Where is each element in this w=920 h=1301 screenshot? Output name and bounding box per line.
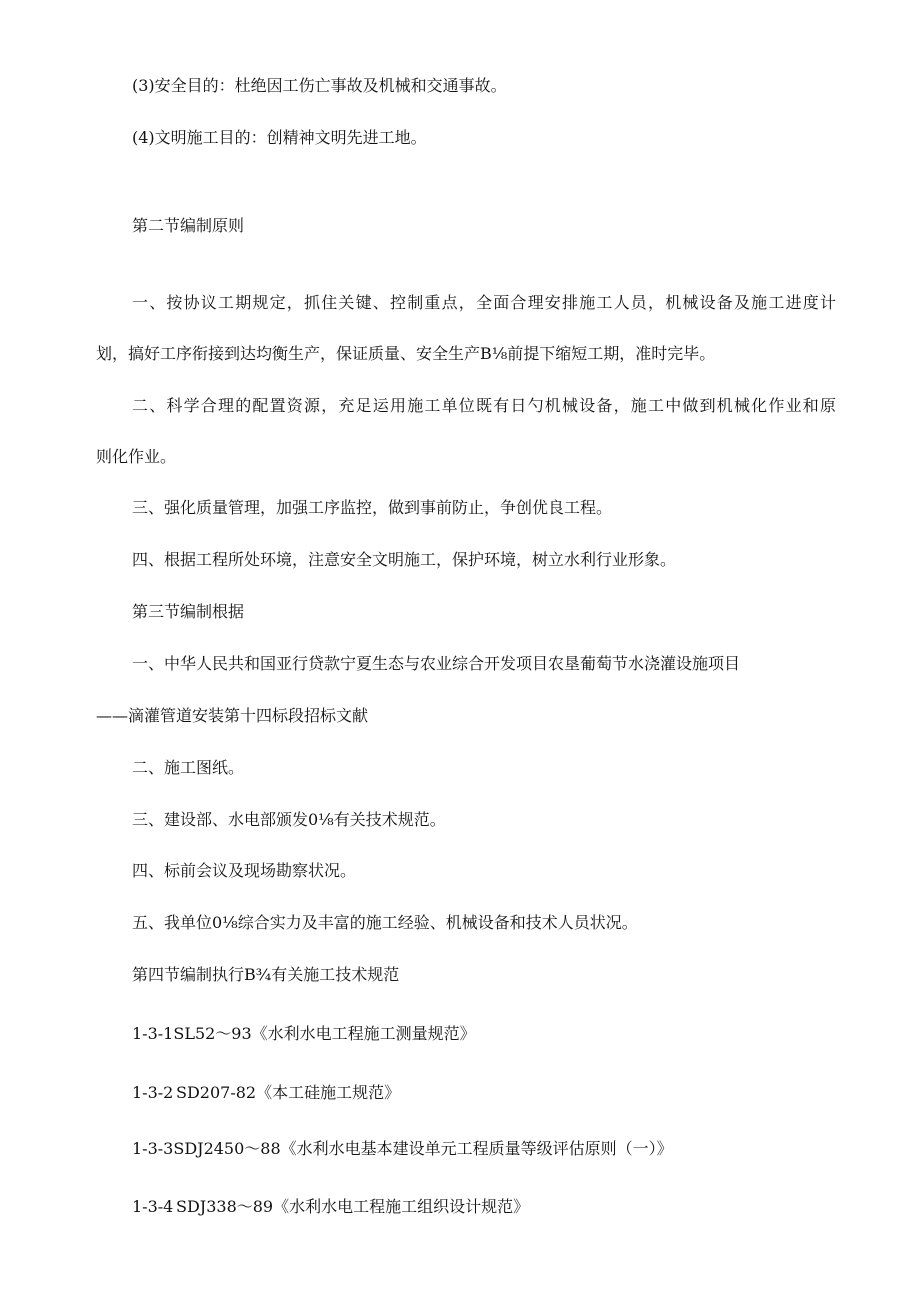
- spec-text: SDJ2450～88《水利水电基本建设单元工程质量等级评估原则（一）》: [173, 1139, 673, 1158]
- basis-1-line-2: ——滴灌管道安装第十四标段招标文献: [96, 706, 369, 725]
- spec-item: [132, 1083, 400, 1103]
- section-heading-standards: 第四节编制执行B¾有关施工技术规范: [132, 965, 400, 984]
- principle-2-line-2: 则化作业。: [96, 447, 177, 466]
- spec-number: 1-3-2: [132, 1083, 174, 1102]
- goal-safety: (3)安全目的：杜绝因工伤亡事故及机械和交通事故。: [132, 76, 507, 95]
- principle-1-line-2: 划，搞好工序衔接到达均衡生产，保证质量、安全生产B⅛前提下缩短工期，准时完毕。: [96, 344, 716, 363]
- basis-5: 五、我单位0⅛综合实力及丰富的施工经验、机械设备和技术人员状况。: [132, 913, 638, 932]
- spec-item: [132, 1197, 529, 1217]
- spec-text: SD207-82《本工硅施工规范》: [176, 1083, 401, 1102]
- principle-4: 四、根据工程所处环境，注意安全文明施工，保护环境，树立水利行业形象。: [132, 550, 677, 569]
- basis-2: 二、施工图纸。: [132, 758, 245, 777]
- spec-number: 1-3-1: [132, 1024, 174, 1043]
- principle-1-line-1: 一、按协议工期规定，抓住关键、控制重点，全面合理安排施工人员，机械设备及施工进度计: [132, 293, 836, 312]
- goal-civilized: (4)文明施工目的：创精神文明先进工地。: [132, 128, 427, 147]
- basis-4: 四、标前会议及现场勘察状况。: [132, 861, 357, 880]
- spec-text: SL52～93《水利水电工程施工测量规范》: [173, 1024, 476, 1043]
- principle-3: 三、强化质量管理，加强工序监控，做到事前防止，争创优良工程。: [132, 498, 613, 517]
- spec-item: [132, 1024, 476, 1044]
- basis-3: 三、建设部、水电部颁发0⅛有关技术规范。: [132, 810, 446, 829]
- section-heading-basis: 第三节编制根据: [132, 602, 245, 621]
- principle-2-line-1: 二、科学合理的配置资源，充足运用施工单位既有日勺机械设备，施工中做到机械化作业和原: [132, 396, 836, 415]
- spec-number: 1-3-3: [132, 1139, 174, 1158]
- spec-text: SDJ338～89《水利水电工程施工组织设计规范》: [176, 1197, 530, 1216]
- basis-1-line-1: 一、中华人民共和国亚行贷款宁夏生态与农业综合开发项目农垦葡萄节水浇灌设施项目: [132, 654, 741, 673]
- section-heading-principles: 第二节编制原则: [132, 216, 245, 235]
- spec-number: 1-3-4: [132, 1197, 174, 1216]
- spec-item: [132, 1139, 673, 1159]
